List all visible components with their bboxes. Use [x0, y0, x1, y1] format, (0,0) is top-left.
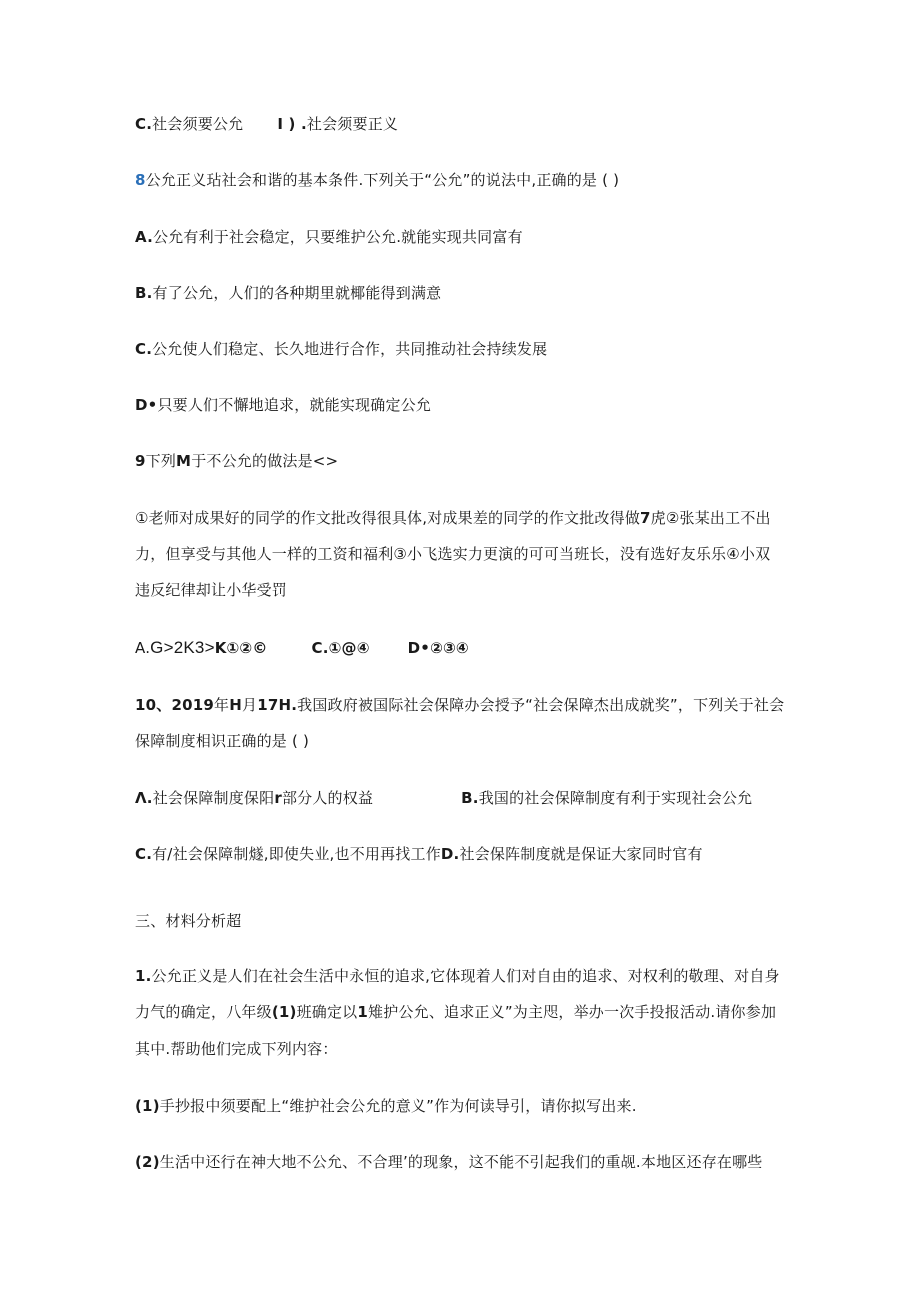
option-c: C.①@④: [311, 639, 370, 657]
q8-option-c: [135, 339, 547, 359]
option-text: 公允使人们稳定、长久地进行合作，共同推动社会持续发展: [152, 340, 548, 358]
q10-text: 我国政府被国际社会保障办会授予“社会保障杰出成就奖”，下列关于社会: [297, 696, 785, 714]
option-d-text: 社会保阵制度就是保证大家同时官有: [459, 845, 703, 863]
passage-text: 虎②张某出工不出: [650, 509, 771, 527]
q9-passage-line-3: [135, 580, 287, 600]
subquestion-text: 生活中还行在神大地不公允、不合理’的现象，这不能不引起我们的重觇.本地区还存在哪些: [159, 1153, 763, 1171]
option-a-text: r: [274, 789, 282, 807]
q8-option-d: [135, 395, 431, 415]
material-q1-line-2: [135, 1002, 776, 1022]
material-text: 公允正义是人们在社会生活中永恒的追求,它体现着人们对自由的追求、对权利的敬理、对自身: [151, 967, 780, 985]
passage-text: 7: [640, 509, 651, 527]
subquestion-2: [135, 1152, 763, 1172]
section-title: 三、材料分析超: [135, 912, 242, 930]
material-text: 班确定以: [296, 1003, 358, 1021]
option-a-text: 社会保障制度保阳: [152, 789, 275, 807]
option-a-text: K①②©: [214, 639, 268, 657]
option-a-letter: Λ.: [135, 789, 153, 807]
q9-passage-line-1: [135, 508, 771, 528]
q9-text: 于不公允的做法是<>: [191, 452, 339, 470]
q7-options-cd: [135, 114, 398, 134]
q9-options: [135, 638, 469, 658]
q10-stem-line-1: [135, 695, 784, 715]
q9-text: M: [176, 452, 192, 470]
material-text: 雉护公允、追求正义”为主咫，举办一次手投报活动.请你参加: [368, 1003, 777, 1021]
passage-text: 违反纪律却让小华受罚: [135, 581, 288, 599]
option-d-letter: I ) .: [277, 115, 307, 133]
subquestion-1: [135, 1096, 637, 1116]
option-a-text: 部分人的权益: [281, 789, 374, 807]
q10-text: H: [229, 696, 242, 714]
q9-text: 下列: [145, 452, 177, 470]
q9-stem: [135, 451, 338, 471]
subquestion-number: (2): [135, 1153, 160, 1171]
option-d-letter: D.: [440, 845, 460, 863]
option-letter: B.: [135, 284, 153, 302]
option-letter: A.: [135, 228, 153, 246]
material-text: (1): [271, 1003, 297, 1021]
option-c-letter: C.: [135, 845, 153, 863]
option-d-text: 社会须要正义: [306, 115, 399, 133]
q10-options-ab: [135, 788, 752, 808]
material-text: 力气的确定，八年级: [135, 1003, 272, 1021]
passage-text: ①老师对成果好的同学的作文批改得很具体,对成果差的同学的作文批改得做: [135, 509, 641, 527]
q10-text: 17H.: [257, 696, 298, 714]
passage-text: 力，但享受与其他人一样的工资和福利③小飞选实力更演的可可当班长，没有选好友乐乐④小双: [135, 545, 771, 563]
subquestion-text: 手抄报中须要配上“维护社会公允的意义”作为何读导引，请你拟写出来.: [159, 1097, 637, 1115]
option-text: 只要人们不懈地追求，就能实现确定公允: [157, 396, 432, 414]
option-a-text: G>2K3>: [150, 638, 215, 657]
q10-text: 月: [242, 696, 258, 714]
material-number: 1.: [135, 967, 152, 985]
section-heading: [135, 911, 241, 931]
option-c-text: 社会须要公允: [152, 115, 244, 133]
q10-text: 年: [214, 696, 230, 714]
q10-stem-line-2: [135, 731, 309, 751]
q10-number: 10、2019: [135, 696, 215, 714]
material-text: 1: [357, 1003, 369, 1021]
option-d: D•②③④: [407, 639, 469, 657]
option-a-letter: A.: [135, 639, 151, 657]
option-text: 有了公允，人们的各种期里就椰能得到满意: [152, 284, 442, 302]
material-q1-line-1: [135, 966, 780, 986]
q8-option-b: [135, 283, 441, 303]
option-b-letter: B.: [461, 789, 479, 807]
q8-text: 公允正义玷社会和谐的基本条件.下列关于“公允”的说法中,正确的是 ( ): [145, 171, 620, 189]
option-b-text: 我国的社会保障制度有利于实现社会公允: [478, 789, 753, 807]
material-text: 其中.帮助他们完成下列内容：: [135, 1040, 338, 1058]
q9-number: 9: [135, 452, 146, 470]
material-q1-line-3: [135, 1039, 338, 1059]
option-letter: C.: [135, 340, 153, 358]
option-c-letter: C.: [135, 115, 153, 133]
q10-options-cd: [135, 844, 703, 864]
q8-stem: [135, 170, 619, 190]
q8-option-a: [135, 227, 523, 247]
option-letter: D•: [135, 396, 158, 414]
option-c-text: 有/社会保障制燧,即使失业,也不用再找工作: [152, 845, 441, 863]
subquestion-number: (1): [135, 1097, 160, 1115]
q9-passage-line-2: [135, 544, 770, 564]
q10-text: 保障制度相识正确的是 ( ): [135, 732, 310, 750]
q8-number: 8: [135, 171, 146, 189]
option-text: 公允有利于社会稳定，只要维护公允.就能实现共同富有: [153, 228, 523, 246]
